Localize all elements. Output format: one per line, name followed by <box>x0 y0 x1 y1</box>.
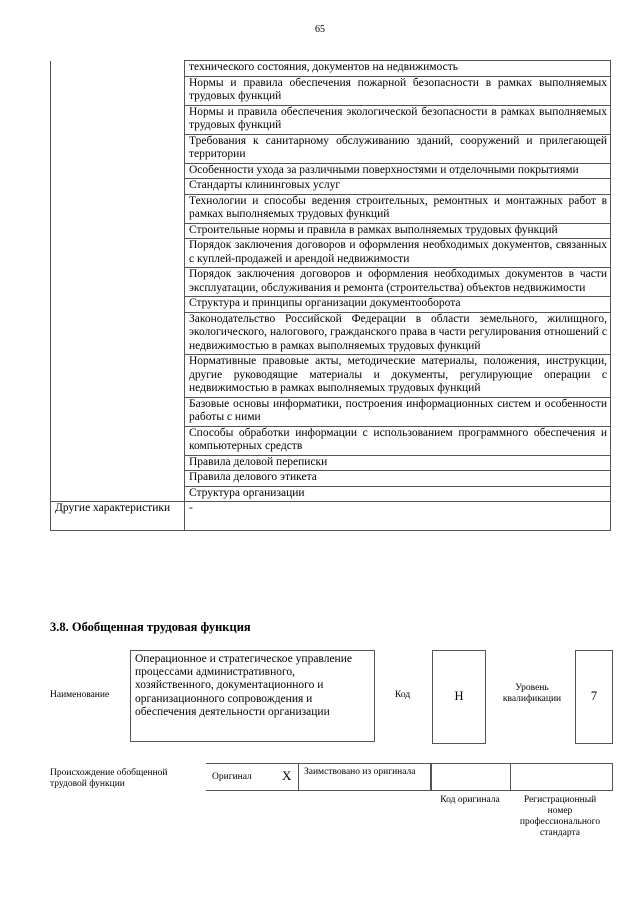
knowledge-item: Нормы и правила обеспечения экологической безопасности в рамках выполняемых трудовых функций <box>185 105 611 134</box>
code-value: H <box>454 689 464 703</box>
knowledge-item: Базовые основы информатики, построения информационных систем и особенности работы с ними <box>185 397 611 426</box>
other-characteristics-label: Другие характеристики <box>51 502 185 531</box>
knowledge-item: Правила делового этикета <box>185 471 611 487</box>
page-number: 65 <box>315 24 325 35</box>
name-label: Наименование <box>50 690 110 700</box>
knowledge-item: Требования к санитарному обслуживанию зданий, сооружений и прилегающей территории <box>185 134 611 163</box>
knowledge-item: Нормативные правовые акты, методические материалы, положения, инструкции, другие руководящие материалы и документы, регулирующие операции с недвижимостью в рамках выполняемых трудовых функций <box>185 355 611 398</box>
reg-number-caption: Регистрационный номер профессионального стандарта <box>519 795 601 838</box>
knowledge-item: Структура и принципы организации документооборота <box>185 297 611 313</box>
borrowed-label: Заимствовано из оригинала <box>304 767 416 777</box>
table-row <box>51 61 611 77</box>
level-box <box>575 650 613 744</box>
knowledge-label-cell <box>51 61 185 502</box>
knowledge-item: Структура организации <box>185 486 611 502</box>
other-characteristics-value: - <box>185 502 611 531</box>
origin-code-caption: Код оригинала <box>440 795 500 805</box>
section-heading: 3.8. Обобщенная трудовая функция <box>50 620 251 634</box>
code-box <box>432 650 486 744</box>
knowledge-item: Законодательство Российской Федерации в области земельного, жилищного, экологического, налогового, гражданского права в части регулирования отношений с недвижимостью в рамках выполняемых трудовых функций <box>185 312 611 355</box>
code-label: Код <box>395 690 411 700</box>
knowledge-table-body <box>51 61 611 531</box>
knowledge-table <box>50 60 611 531</box>
level-value: 7 <box>590 689 598 703</box>
knowledge-item: Нормы и правила обеспечения пожарной безопасности в рамках выполняемых трудовых функций <box>185 76 611 105</box>
knowledge-item: Строительные нормы и правила в рамках выполняемых трудовых функций <box>185 223 611 239</box>
knowledge-item: Особенности ухода за различными поверхностями и отделочными покрытиями <box>185 163 611 179</box>
knowledge-item: Порядок заключения договоров и оформления необходимых документов в части эксплуатации, обслуживания и ремонта (строительства) объектов недвижимости <box>185 268 611 297</box>
knowledge-item: технического состояния, документов на недвижимость <box>185 61 611 77</box>
original-mark: X <box>282 768 292 783</box>
origin-divider <box>510 763 511 791</box>
knowledge-item: Технологии и способы ведения строительных, ремонтных и монтажных работ в рамках выполняемых трудовых функций <box>185 194 611 223</box>
knowledge-item: Правила деловой переписки <box>185 455 611 471</box>
function-name-box: Операционное и стратегическое управление процессами административного, хозяйственного, документационного и организационного сопровождения и обеспечения деятельности организации <box>130 650 375 742</box>
origin-label: Происхождение обобщенной трудовой функции <box>50 768 168 789</box>
table-row-other <box>51 502 611 531</box>
knowledge-item: Способы обработки информации с использованием программного обеспечения и компьютерных средств <box>185 426 611 455</box>
origin-code-box <box>430 763 613 791</box>
knowledge-item: Порядок заключения договоров и оформления необходимых документов, связанных с куплей-продажей и арендой недвижимости <box>185 239 611 268</box>
original-label: Оригинал <box>212 772 252 782</box>
level-label: Уровень квалификации <box>502 683 562 704</box>
knowledge-item: Стандарты клининговых услуг <box>185 179 611 195</box>
